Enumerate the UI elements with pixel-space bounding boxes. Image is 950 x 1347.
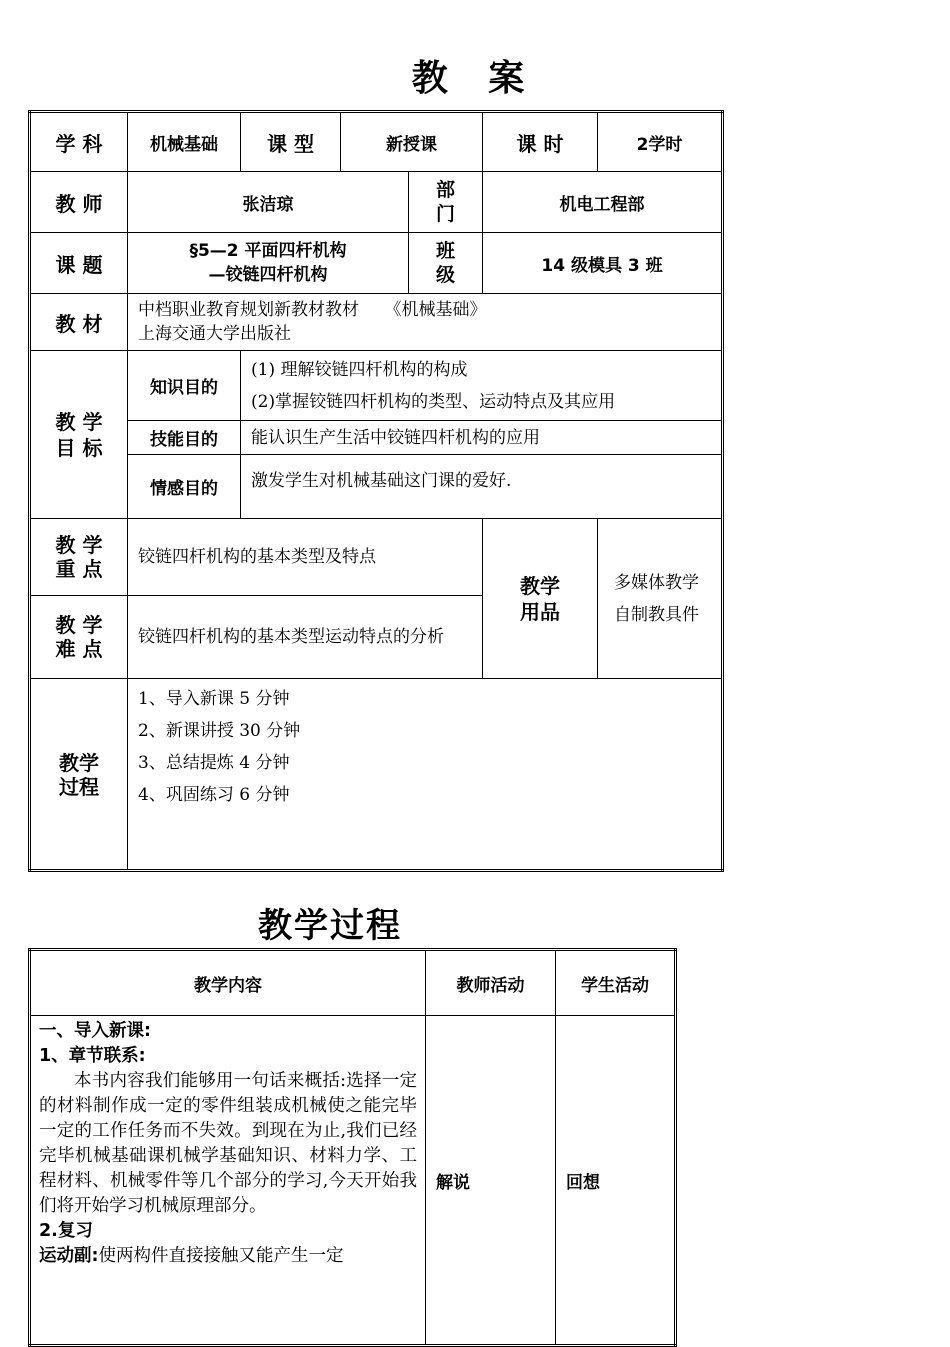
teacher-label: 教 师 — [30, 172, 128, 233]
tools-value: 多媒体教学 自制教具件 — [598, 519, 723, 679]
type-label: 课 型 — [241, 112, 341, 172]
lesson-content — [30, 1016, 426, 1346]
knowledge-label: 知识目的 — [128, 351, 241, 421]
section-heading: 一、导入新课: — [39, 1021, 151, 1041]
skill-label: 技能目的 — [128, 421, 241, 455]
lesson-plan-table — [28, 110, 724, 872]
topic-value: §5—2 平面四杆机构 —铰链四杆机构 — [128, 233, 409, 294]
material-label: 教 材 — [30, 294, 128, 351]
process-item: 1、导入新课 5 分钟 — [138, 689, 290, 709]
page-title: 教 案 — [411, 57, 539, 99]
key-point-text: 铰链四杆机构的基本类型及特点 — [128, 519, 483, 596]
hours-label: 课 时 — [483, 112, 598, 172]
subject-value: 机械基础 — [128, 112, 241, 172]
process-item: 4、巩固练习 6 分钟 — [138, 785, 290, 805]
key-point-label: 教 学 重 点 — [30, 519, 128, 596]
term-definition: 使两构件直接接触又能产生一定 — [98, 1246, 344, 1266]
process-item: 3、总结提炼 4 分钟 — [138, 753, 290, 773]
intro-paragraph: 本书内容我们能够用一句话来概括:选择一定的材料制作成一定的零件组装成机械使之能完毕一定的工作任务而不失效。到现在为止,我们已经完毕机械基础课机械学基础知识、材料力学、工程材料、机械零件等几个部分的学习,今天开始我们将开始学习机械原理部分。 — [39, 1071, 417, 1216]
skill-goal: 能认识生产生活中铰链四杆机构的应用 — [241, 421, 723, 455]
subsection-heading: 2.复习 — [39, 1221, 93, 1241]
goals-label: 教 学 目 标 — [30, 351, 128, 519]
teacher-value: 张洁琼 — [128, 172, 409, 233]
header-teacher-activity: 教师活动 — [426, 950, 556, 1016]
dept-label: 部门 — [409, 172, 483, 233]
material-value: 中档职业教育规划新教材教材 《机械基础》 上海交通大学出版社 — [128, 294, 723, 351]
section-title: 教学过程 — [258, 906, 402, 946]
emotion-label: 情感目的 — [128, 455, 241, 519]
header-content: 教学内容 — [30, 950, 426, 1016]
teaching-process-table — [28, 948, 677, 1347]
difficult-point-text: 铰链四杆机构的基本类型运动特点的分析 — [128, 596, 483, 679]
difficult-point-label: 教 学 难 点 — [30, 596, 128, 679]
tools-label: 教学 用品 — [483, 519, 598, 679]
process-label: 教学 过程 — [30, 679, 128, 871]
teacher-activity: 解说 — [426, 1016, 556, 1346]
dept-value: 机电工程部 — [483, 172, 723, 233]
type-value: 新授课 — [341, 112, 483, 172]
header-student-activity: 学生活动 — [556, 950, 676, 1016]
process-list — [128, 679, 723, 871]
class-label: 班级 — [409, 233, 483, 294]
term-label: 运动副: — [39, 1246, 99, 1266]
emotion-goal: 激发学生对机械基础这门课的爱好. — [241, 455, 723, 519]
subject-label: 学 科 — [30, 112, 128, 172]
subsection-heading: 1、章节联系: — [39, 1046, 146, 1066]
process-item: 2、新课讲授 30 分钟 — [138, 721, 301, 741]
hours-value: 2学时 — [598, 112, 723, 172]
student-activity: 回想 — [556, 1016, 676, 1346]
class-value: 14 级模具 3 班 — [483, 233, 723, 294]
knowledge-goals: (1) 理解铰链四杆机构的构成 (2)掌握铰链四杆机构的类型、运动特点及其应用 — [241, 351, 723, 421]
topic-label: 课 题 — [30, 233, 128, 294]
